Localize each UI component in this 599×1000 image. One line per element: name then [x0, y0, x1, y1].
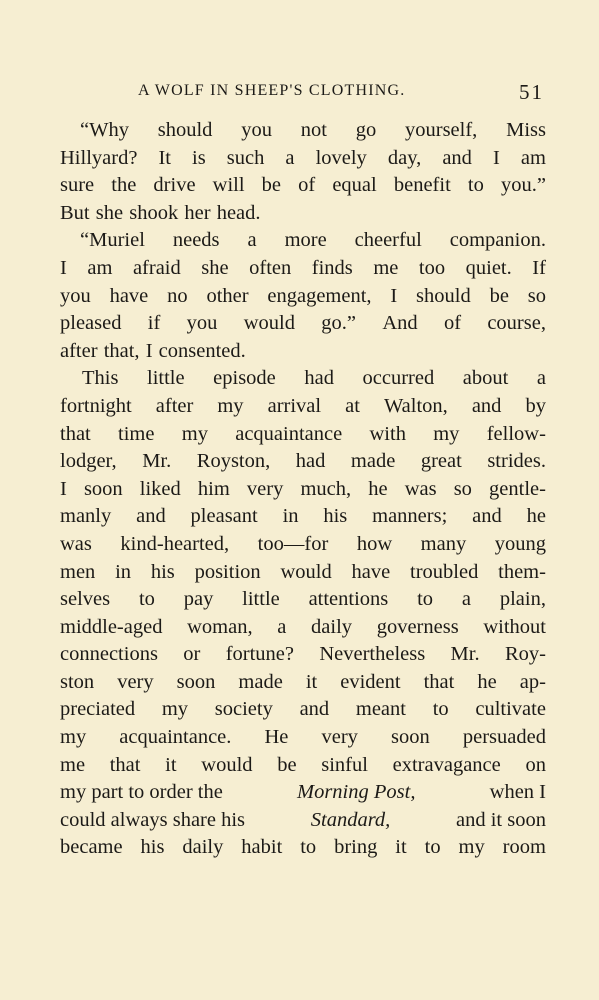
text-line: pleased if you would go.” And of course,: [60, 312, 546, 335]
text-line: after that, I consented.: [60, 339, 246, 362]
text-line: This little episode had occurred about a: [82, 367, 546, 390]
text-line: manly and pleasant in his manners; and he: [60, 505, 546, 528]
text-line: But she shook her head.: [60, 201, 261, 224]
text-line: selves to pay little attentions to a plain,: [60, 588, 546, 611]
text-line: lodger, Mr. Royston, had made great strides.: [60, 450, 546, 473]
text-line: preciated my society and meant to cultivate: [60, 698, 546, 721]
italic-title-standard: Standard,: [310, 808, 391, 831]
text-line: connections or fortune? Nevertheless Mr. Roy-: [60, 643, 546, 666]
text-line: was kind-hearted, too—for how many young: [60, 532, 546, 555]
text-line: that time my acquaintance with my fellow-: [60, 422, 546, 445]
text-segment: my part to order the: [60, 781, 223, 804]
text-line: fortnight after my arrival at Walton, and by: [60, 394, 546, 417]
italic-title-morning-post: Morning Post,: [297, 781, 416, 804]
text-line: my acquaintance. He very soon persuaded: [60, 726, 546, 749]
text-segment: and it soon: [456, 808, 546, 831]
text-line-with-italic: [60, 779, 546, 807]
text-line: middle-aged woman, a daily governess without: [60, 615, 546, 638]
text-line: I soon liked him very much, he was so gentle-: [60, 477, 546, 500]
text-line: you have no other engagement, I should be so: [60, 284, 546, 307]
text-line: “Why should you not go yourself, Miss: [80, 119, 546, 141]
text-line: I am afraid she often finds me too quiet. If: [60, 256, 546, 279]
text-line: ston very soon made it evident that he ap-: [60, 670, 546, 693]
running-head: A WOLF IN SHEEP'S CLOTHING.: [138, 82, 406, 99]
text-line: sure the drive will be of equal benefit to you.”: [60, 174, 546, 197]
text-segment: when I: [489, 781, 546, 804]
text-line: me that it would be sinful extravagance on: [60, 753, 546, 776]
text-line: “Muriel needs a more cheerful companion.: [80, 229, 546, 252]
text-line: became his daily habit to bring it to my room: [60, 836, 546, 859]
text-line: men in his position would have troubled them-: [60, 560, 546, 583]
body-text: [60, 117, 546, 862]
text-line-with-italic: [60, 807, 546, 835]
text-segment: could always share his: [60, 808, 246, 831]
text-line: Hillyard? It is such a lovely day, and I am: [60, 146, 546, 169]
page-number: 51: [519, 80, 544, 104]
page-header: [60, 80, 546, 104]
